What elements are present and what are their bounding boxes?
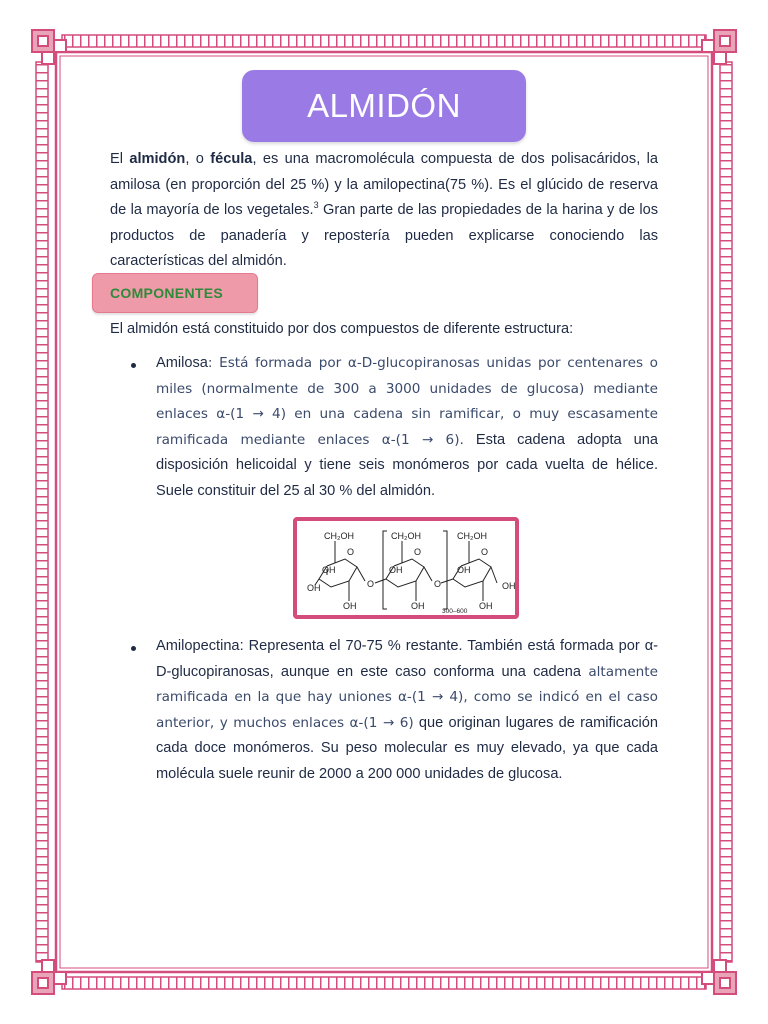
item-text: : Representa el 70-75 % restante. También está formada por — [239, 638, 645, 654]
section-header: COMPONENTES — [110, 285, 223, 301]
intro-text-3: , es una macromolécula compuesta de dos polisacáridos, la amilosa (en proporción del 25 %) y la amilopectina(75 %). Es el glúcido de reserva de la mayoría de los vegetales. — [110, 151, 658, 218]
ch2oh-label: CH₂OH — [391, 531, 421, 541]
list-item-amilosa — [156, 351, 658, 504]
intro-paragraph — [110, 147, 658, 275]
item-term: Amilosa — [156, 355, 208, 371]
item-term: Amilopectina — [156, 638, 240, 654]
glycosidic-o-label: O — [367, 579, 375, 589]
repeat-count-label: 300–600 — [442, 608, 468, 615]
ring-o-label: O — [347, 547, 355, 557]
bullet-dot-amilopectina — [131, 646, 136, 651]
list-item-amilopectina — [156, 634, 658, 787]
intro-text-2: , o — [185, 151, 211, 167]
page-title: ALMIDÓN — [307, 87, 461, 124]
oh-label: OH — [389, 565, 403, 575]
item-text: altamente ramificada en la que hay uniones α-(1 → 4), como se indicó en el caso anterior, y muchos enlaces α-(1 → 6) — [156, 663, 658, 731]
oh-label: OH — [322, 565, 336, 575]
bullet-dot-amilosa — [131, 363, 136, 368]
item-text: enlaces α-(1 → 4) en una cadena sin ramificar, o muy escasamente ramificada mediante enlaces α-(1 → 6). — [156, 406, 658, 448]
oh-label: OH — [307, 583, 321, 593]
corner-ornament-tl — [32, 30, 66, 64]
corner-ornament-tr — [702, 30, 736, 64]
intro-text-1: El — [110, 151, 130, 167]
item-text: que originan lugares de ramificación cada doce monómeros. Su peso molecular es muy elevado, ya que cada molécula suele reunir de 2000 a 200 000 unidades de glucosa. — [156, 714, 658, 782]
intro-term-fecula: fécula — [210, 151, 253, 167]
item-text: Esta cadena adopta una disposición helicoidal y tiene seis monómeros por cada vuelta de hélice. Suele constituir del 25 al 30 % del almidón. — [156, 431, 658, 499]
amylose-structure — [297, 521, 515, 615]
item-text: α-D-glucopiranosas, aunque en este caso conforma una cadena — [156, 638, 658, 680]
title-banner — [242, 70, 526, 142]
section-header-box — [92, 273, 258, 313]
item-text: : Está formada por α-D-glucopiranosas unidas por centenares o miles (normalmente de 300 a 3000 unidades de glucosa) mediante — [156, 355, 658, 397]
ring-o-label: O — [414, 547, 422, 557]
ch2oh-label: CH₂OH — [324, 531, 354, 541]
oh-label: OH — [502, 581, 515, 591]
ch2oh-label: CH₂OH — [457, 531, 487, 541]
oh-label: OH — [479, 601, 493, 611]
oh-label: OH — [457, 565, 471, 575]
footnote-ref: 3 — [313, 200, 319, 211]
amylose-structure-diagram — [293, 517, 519, 619]
oh-label: OH — [343, 601, 357, 611]
oh-label: OH — [411, 601, 425, 611]
corner-ornament-br — [702, 960, 736, 994]
glycosidic-o-label: O — [434, 579, 442, 589]
corner-ornament-bl — [32, 960, 66, 994]
section-lead: El almidón está constituido por dos compuestos de diferente estructura: — [110, 321, 574, 337]
intro-text-4: Gran parte de las propiedades de la harina y de los productos de panadería y repostería pueden explicarse conociendo las características del almidón. — [110, 202, 658, 269]
intro-term-almidon: almidón — [129, 151, 186, 167]
ring-o-label: O — [481, 547, 489, 557]
